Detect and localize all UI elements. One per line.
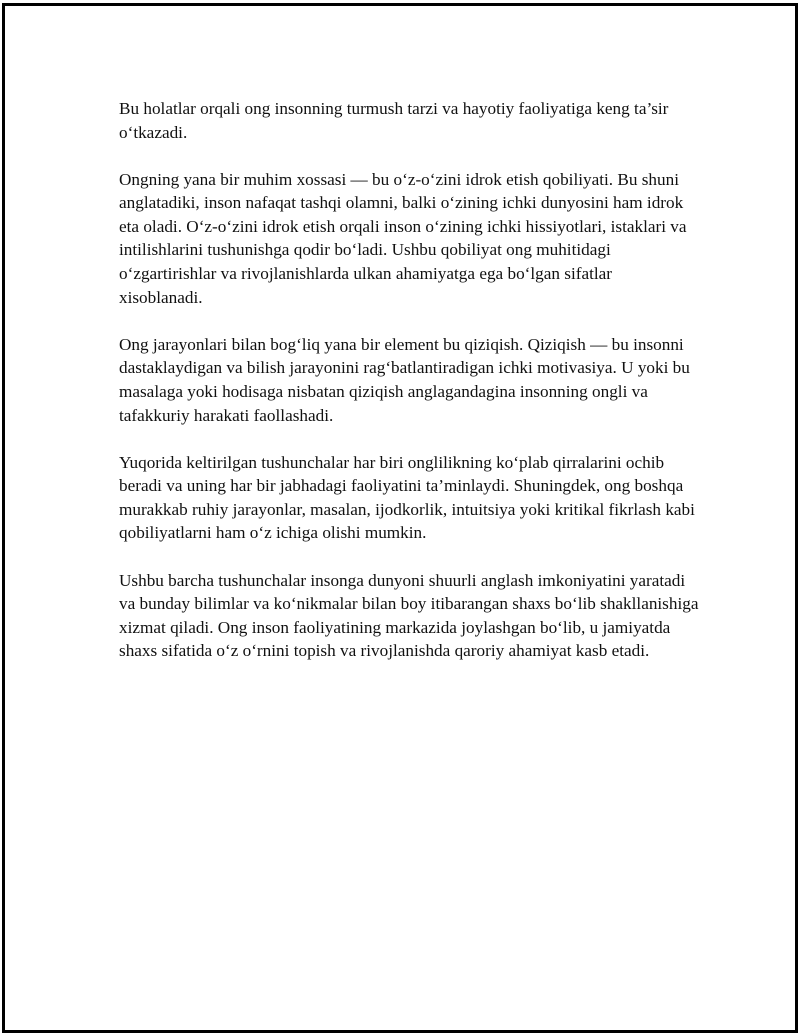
paragraph-3: Ong jarayonlari bilan bog‘liq yana bir element bu qiziqish. Qiziqish — bu insonni dastaklaydigan va bilish jarayonini rag‘batlantiradigan ichki motivasiya. U yoki bu masalaga yoki hodisaga nisbatan qiziqish anglagandagina insonning ongli va tafakkuriy harakati faollashadi. xyxy=(119,334,690,425)
paragraph-4: Yuqorida keltirilgan tushunchalar har biri onglilikning ko‘plab qirralarini ochib beradi va uning har bir jabhadagi faoliyatini ta’minlaydi. Shuningdek, ong boshqa murakkab ruhiy jarayonlar, masalan, ijodkorlik, intuitsiya yoki kritikal fikrlash kabi qobiliyatlarni ham o‘z ichiga olishi mumkin. xyxy=(119,452,695,543)
paragraph-2: Ongning yana bir muhim xossasi — bu o‘z-o‘zini idrok etish qobiliyati. Bu shuni anglatadiki, inson nafaqat tashqi olamni, balki o‘zining ichki dunyosini ham idrok eta oladi. O‘z-o‘zini idrok etish orqali inson o‘zining ichki hissiyotlari, istaklari va intilishlarini tushunishga qodir bo‘ladi. Ushbu qobiliyat ong muhitidagi o‘zgartirishlar va rivojlanishlarda ulkan ahamiyatga ega bo‘lgan sifatlar xisoblanadi. xyxy=(119,169,687,307)
document-body xyxy=(119,97,699,686)
paragraph-5: Ushbu barcha tushunchalar insonga dunyoni shuurli anglash imkoniyatini yaratadi va bunday bilimlar va ko‘nikmalar bilan boy itibarangan shaxs bo‘lib shakllanishiga xizmat qiladi. Ong inson faoliyatining markazida joylashgan bo‘lib, u jamiyatda shaxs sifatida o‘z o‘rnini topish va rivojlanishda qaroriy ahamiyat kasb etadi. xyxy=(119,570,699,661)
paragraph-1: Bu holatlar orqali ong insonning turmush tarzi va hayotiy faoliyatiga keng ta’sir o‘tkazadi. xyxy=(119,99,669,142)
document-page xyxy=(2,3,798,1033)
